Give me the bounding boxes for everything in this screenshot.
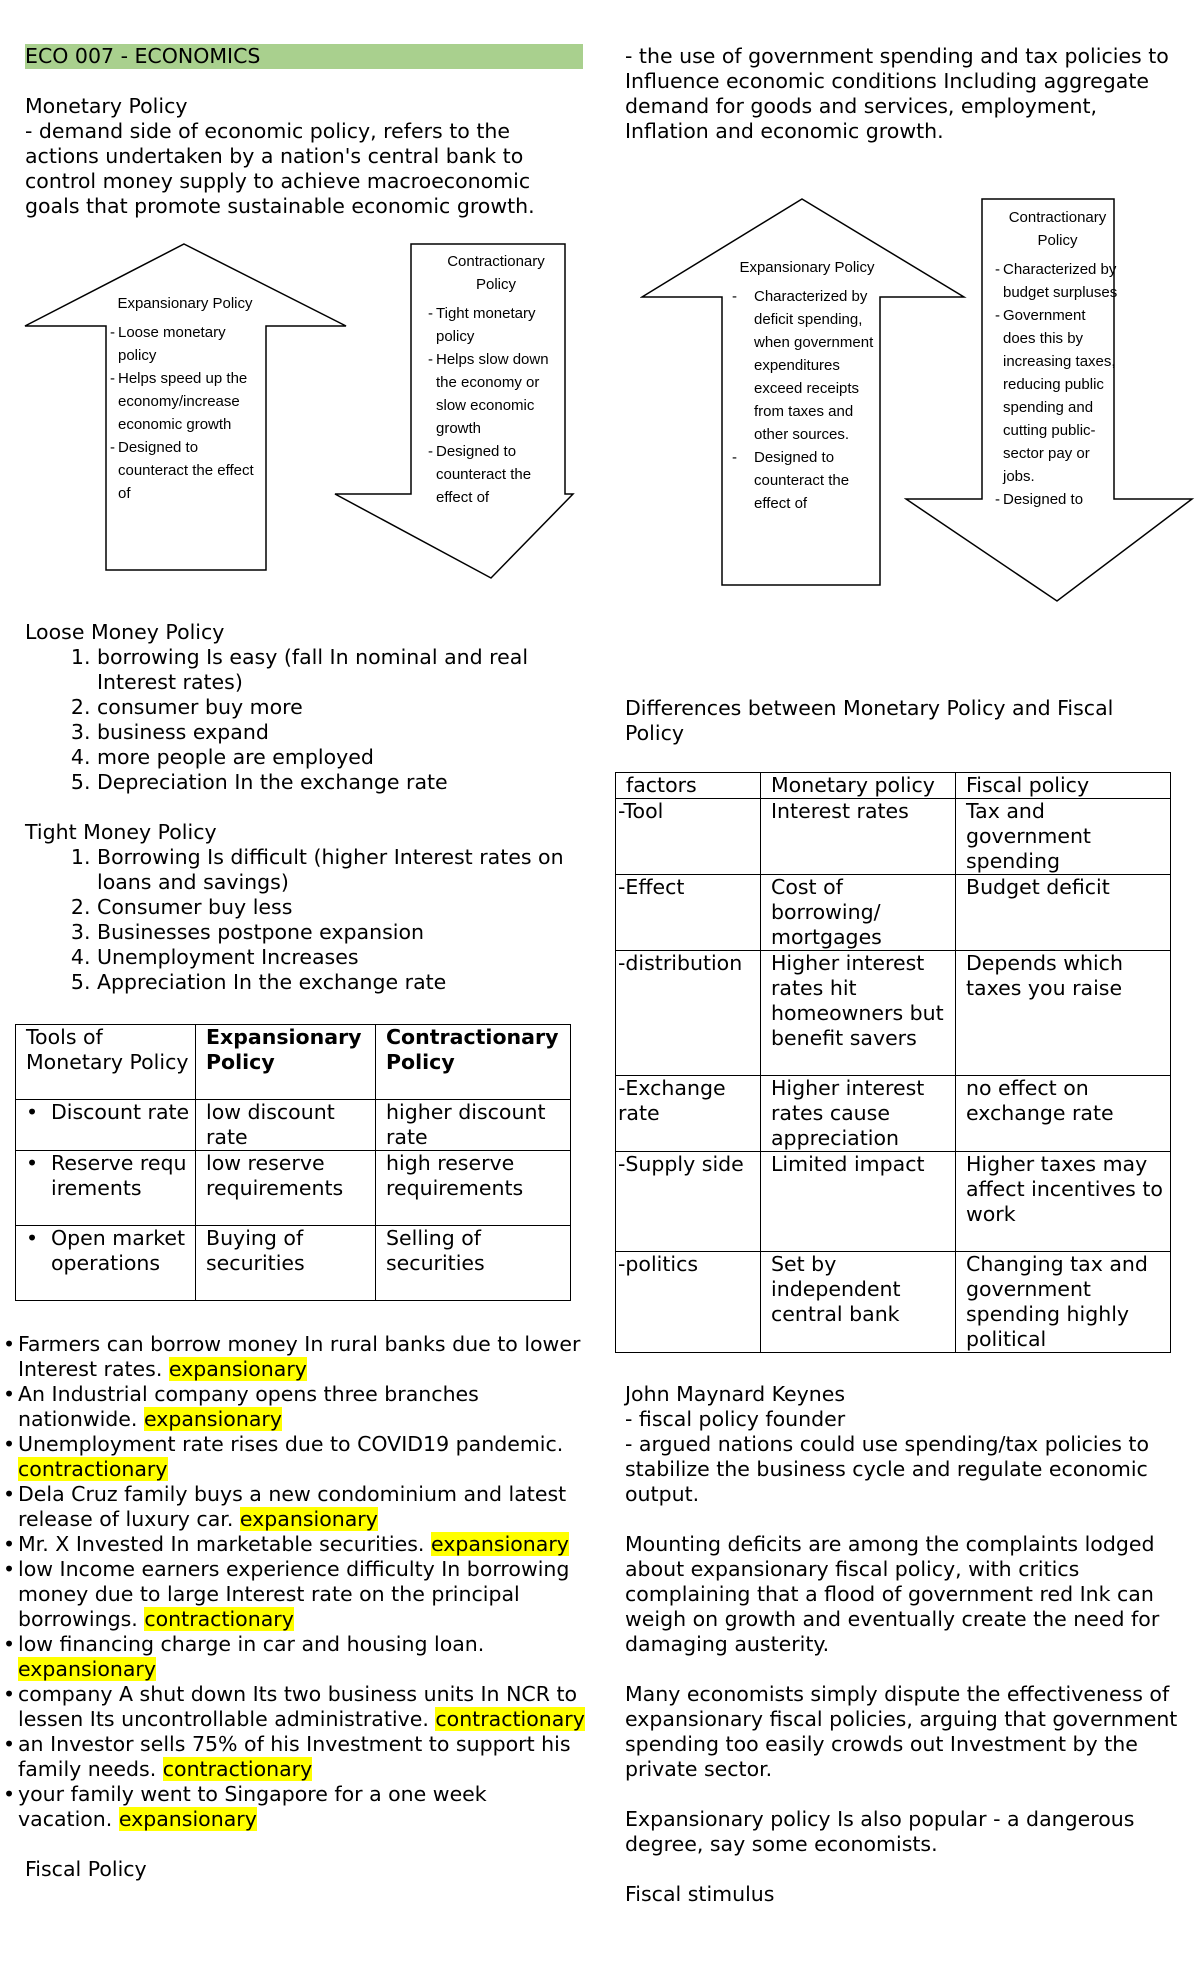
table-cell: Buying of securities — [196, 1226, 376, 1301]
bullet-icon: • — [26, 1151, 39, 1175]
tool-name: Reserve requirements — [51, 1151, 187, 1200]
fiscal-stimulus-heading: Fiscal stimulus — [625, 1882, 775, 1906]
example-text: company A shut down Its two business units In NCR to lessen Its uncontrollable administrative. — [18, 1682, 578, 1731]
list-item — [3, 1782, 585, 1832]
table-header-row — [616, 773, 1171, 799]
classification-tag: expansionary — [239, 1507, 378, 1531]
fiscal-expansionary-text — [732, 256, 882, 572]
table-cell: -politics — [616, 1252, 761, 1353]
differences-table — [615, 772, 1171, 1353]
table-cell: Higher taxes may affect incentives to work — [956, 1152, 1171, 1252]
list-item: 2. consumer buy more — [97, 695, 585, 720]
table-cell — [16, 1226, 196, 1301]
list-item: 2. Consumer buy less — [97, 895, 585, 920]
table-cell: Depends which taxes you raise — [956, 951, 1171, 1076]
arrow-title: Expansionary Policy — [117, 295, 253, 312]
table-cell: -Exchange rate — [616, 1076, 761, 1152]
list-item — [3, 1532, 585, 1557]
table-cell: low reserve requirements — [196, 1151, 376, 1226]
example-text: low Income earners experience difficulty In borrowing money due to large Interest rate on the principal borrowings. — [18, 1557, 570, 1631]
list-item — [3, 1382, 585, 1432]
table-cell: higher discount rate — [376, 1100, 571, 1151]
document-title: ECO 007 - ECONOMICS — [25, 44, 583, 69]
monetary-contractionary-text — [428, 250, 564, 536]
classification-tag: expansionary — [168, 1357, 307, 1381]
arrow-list-item: - Designed to counteract the effect of — [428, 440, 564, 509]
arrow-list-item: - Helps slow down the economy or slow economic growth — [428, 348, 564, 440]
list-item — [3, 1632, 585, 1682]
monetary-definition: - demand side of economic policy, refers to the actions undertaken by a nation's central bank to control money supply to achieve macroeconomic goals that promote sustainable economic growth. — [25, 119, 535, 218]
arrow-list-item: - Designed to — [995, 488, 1120, 511]
example-text: an Investor sells 75% of his Investment to support his family needs. — [18, 1732, 571, 1781]
table-row — [616, 1076, 1171, 1152]
table-cell: high reserve requirements — [376, 1151, 571, 1226]
table-row — [616, 1152, 1171, 1252]
list-item: 1. borrowing Is easy (fall In nominal and real Interest rates) — [97, 645, 585, 695]
monetary-heading: Monetary Policy — [25, 94, 188, 118]
arrow-list-item: - Characterized by budget surpluses — [995, 258, 1120, 304]
classification-tag: expansionary — [430, 1532, 569, 1556]
arrow-list — [110, 321, 260, 505]
keynes-name: John Maynard Keynes — [625, 1382, 846, 1406]
table-cell: Cost of borrowing/ mortgages — [761, 875, 956, 951]
keynes-section — [625, 1382, 1187, 1907]
list-item: 4. more people are employed — [97, 745, 585, 770]
examples-list — [3, 1332, 585, 1832]
list-item: 3. business expand — [97, 720, 585, 745]
table-cell: Changing tax and government spending highly political — [956, 1252, 1171, 1353]
bullet-icon: • — [26, 1100, 39, 1124]
table-cell — [16, 1151, 196, 1226]
example-text: Farmers can borrow money In rural banks due to lower Interest rates. — [18, 1332, 581, 1381]
keynes-line: - fiscal policy founder — [625, 1407, 846, 1431]
example-text: Unemployment rate rises due to COVID19 pandemic. — [18, 1432, 564, 1456]
table-cell: Selling of securities — [376, 1226, 571, 1301]
list-item — [3, 1682, 585, 1732]
tight-money-list — [25, 845, 585, 995]
table-row — [16, 1100, 571, 1151]
table-cell: Set by independent central bank — [761, 1252, 956, 1353]
table-cell: Interest rates — [761, 799, 956, 875]
money-policy-lists — [25, 620, 585, 995]
monetary-expansionary-text — [110, 292, 260, 564]
arrow-list-item: - Loose monetary policy — [110, 321, 260, 367]
list-item: 1. Borrowing Is difficult (higher Interest rates on loans and savings) — [97, 845, 585, 895]
fiscal-heading: Fiscal Policy — [25, 1857, 147, 1881]
table-cell: -Tool — [616, 799, 761, 875]
list-item — [3, 1732, 585, 1782]
table-header-cell: Fiscal policy — [956, 773, 1171, 799]
paragraph: Mounting deficits are among the complaints lodged about expansionary fiscal policy, with critics complaining that a flood of government red Ink can weigh on growth and eventually create the need for damaging austerity. — [625, 1532, 1160, 1656]
classification-tag: contractionary — [144, 1607, 294, 1631]
table-row — [616, 875, 1171, 951]
list-item: 3. Businesses postpone expansion — [97, 920, 585, 945]
fiscal-contractionary-text — [995, 206, 1120, 552]
list-item: 5. Appreciation In the exchange rate — [97, 970, 585, 995]
classification-tag: contractionary — [18, 1457, 168, 1481]
table-row — [616, 1252, 1171, 1353]
arrow-title: Expansionary Policy — [739, 259, 875, 276]
table-cell: Limited impact — [761, 1152, 956, 1252]
table-cell: no effect on exchange rate — [956, 1076, 1171, 1152]
table-row — [16, 1226, 571, 1301]
classification-tag: expansionary — [118, 1807, 257, 1831]
examples-section — [18, 1332, 585, 1882]
arrow-list-item: - Helps speed up the economy/increase economic growth — [110, 367, 260, 436]
example-text: Mr. X Invested In marketable securities. — [18, 1532, 425, 1556]
arrow-list — [995, 258, 1120, 511]
table-header-cell: Expansionary Policy — [196, 1025, 376, 1100]
paragraph: Many economists simply dispute the effectiveness of expansionary fiscal policies, arguing that government spending too easily crowds out Investment by the private sector. — [625, 1682, 1178, 1781]
arrow-list-item: - Characterized by deficit spending, when government expenditures exceed receipts from taxes and other sources. — [732, 285, 882, 446]
list-item: 5. Depreciation In the exchange rate — [97, 770, 585, 795]
keynes-line: - argued nations could use spending/tax policies to stabilize the business cycle and regulate economic output. — [625, 1432, 1150, 1506]
table-row — [616, 951, 1171, 1076]
arrow-title: Contractionary Policy — [1008, 209, 1107, 249]
table-cell: -Effect — [616, 875, 761, 951]
example-text: Dela Cruz family buys a new condominium and latest release of luxury car. — [18, 1482, 567, 1531]
arrow-title: Contractionary Policy — [447, 253, 545, 293]
arrow-list-item: - Tight monetary policy — [428, 302, 564, 348]
list-item — [3, 1432, 585, 1482]
classification-tag: contractionary — [162, 1757, 313, 1781]
example-text: your family went to Singapore for a one week vacation. — [18, 1782, 487, 1831]
tool-name: Discount rate — [51, 1100, 190, 1124]
table-cell: Higher interest rates hit homeowners but benefit savers — [761, 951, 956, 1076]
table-cell: -Supply side — [616, 1152, 761, 1252]
arrow-list-item: - Government does this by increasing taxes, reducing public spending and cutting public-sector pay or jobs. — [995, 304, 1120, 488]
tool-name: Open market operations — [51, 1226, 186, 1275]
example-text: low financing charge in car and housing loan. — [18, 1632, 485, 1656]
arrow-list — [428, 302, 564, 509]
table-cell: low discount rate — [196, 1100, 376, 1151]
table-header-cell: Tools of Monetary Policy — [16, 1025, 196, 1100]
table-row — [616, 799, 1171, 875]
table-row — [16, 1151, 571, 1226]
example-text: An Industrial company opens three branches nationwide. — [18, 1382, 479, 1431]
paragraph: Expansionary policy Is also popular - a dangerous degree, say some economists. — [625, 1807, 1135, 1856]
table-cell: -distribution — [616, 951, 761, 1076]
table-cell: Budget deficit — [956, 875, 1171, 951]
table-header-row — [16, 1025, 571, 1100]
arrow-list-item: - Designed to counteract the effect of — [732, 446, 882, 515]
fiscal-definition: - the use of government spending and tax policies to Influence economic conditions Including aggregate demand for goods and services, employment, Inflation and economic growth. — [625, 44, 1169, 143]
differences-heading: Differences between Monetary Policy and Fiscal Policy — [625, 696, 1114, 745]
classification-tag: contractionary — [435, 1707, 585, 1731]
table-cell — [16, 1100, 196, 1151]
table-cell: Higher interest rates cause appreciation — [761, 1076, 956, 1152]
table-header-cell: Monetary policy — [761, 773, 956, 799]
loose-money-list — [25, 645, 585, 795]
list-item — [3, 1332, 585, 1382]
loose-money-heading: Loose Money Policy — [25, 620, 225, 644]
arrow-list — [732, 285, 882, 515]
list-item — [3, 1482, 585, 1532]
table-header-cell: factors — [616, 773, 761, 799]
tools-table — [15, 1024, 571, 1301]
table-header-cell: Contractionary Policy — [376, 1025, 571, 1100]
classification-tag: expansionary — [18, 1657, 156, 1681]
tight-money-heading: Tight Money Policy — [25, 820, 217, 844]
table-cell: Tax and government spending — [956, 799, 1171, 875]
classification-tag: expansionary — [143, 1407, 282, 1431]
list-item: 4. Unemployment Increases — [97, 945, 585, 970]
arrow-list-item: - Designed to counteract the effect of — [110, 436, 260, 505]
bullet-icon: • — [26, 1226, 39, 1250]
list-item — [3, 1557, 585, 1632]
monetary-section — [25, 94, 585, 219]
